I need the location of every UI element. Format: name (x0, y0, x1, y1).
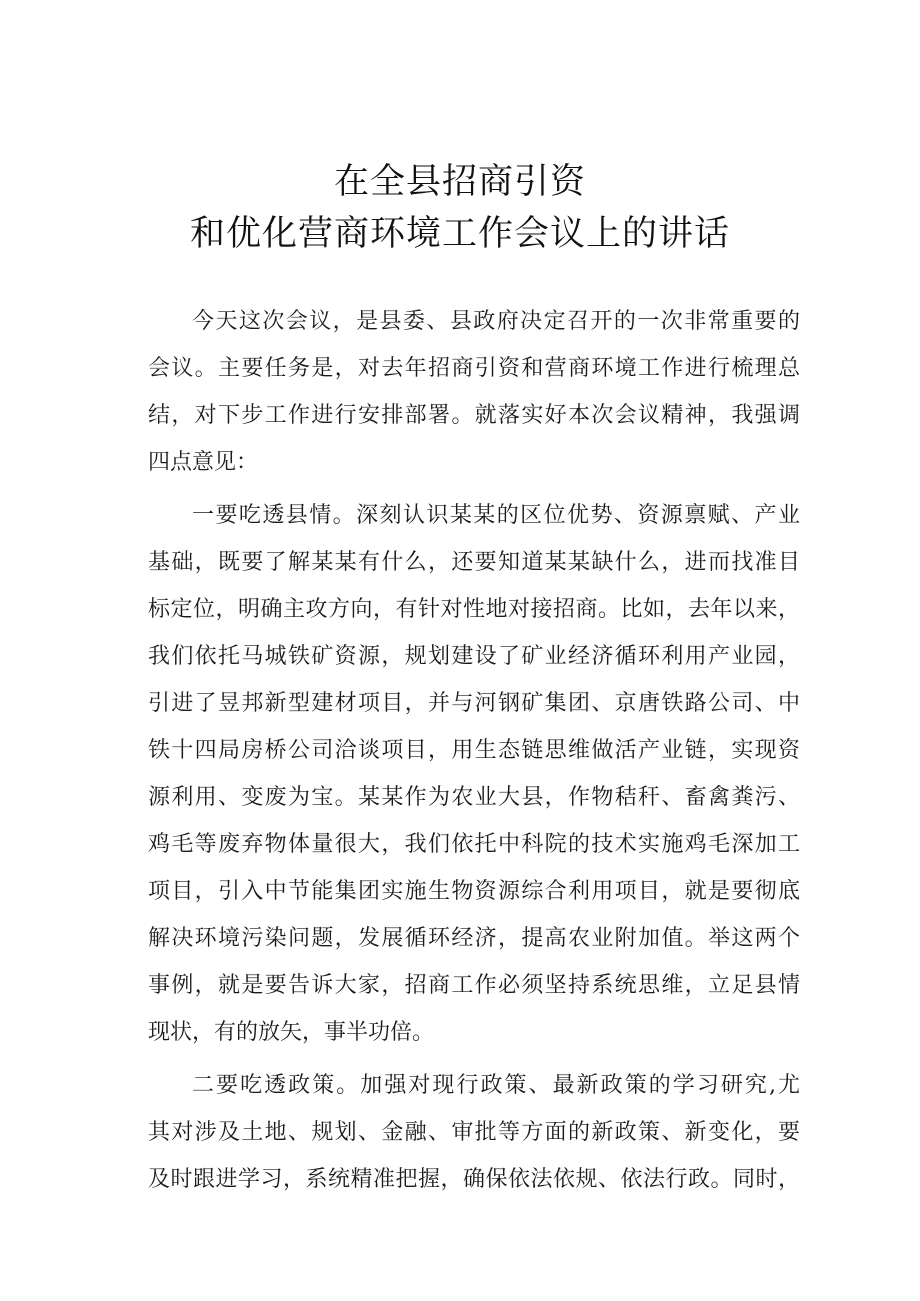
paragraph-line: 标定位，明确主攻方向，有针对性地对接招商。比如，去年以来， (148, 597, 800, 622)
paragraph-line: 解决环境污染问题，发展循环经济，提高农业附加值。举这两个 (148, 926, 800, 951)
paragraph-line: 其对涉及土地、规划、金融、审批等方面的新政策、新变化，要 (148, 1120, 800, 1145)
paragraph-line: 一要吃透县情。深刻认识某某的区位优势、资源禀赋、产业 (192, 503, 800, 528)
paragraph-line: 四点意见： (148, 450, 259, 475)
paragraph-line: 事例，就是要告诉大家，招商工作必须坚持系统思维，立足县情 (148, 973, 800, 998)
document-title (0, 156, 920, 260)
paragraph-line: 现状，有的放矢，事半功倍。 (148, 1020, 435, 1045)
paragraph-line: 及时跟进学习，系统精准把握，确保依法依规、依法行政。同时， (148, 1167, 800, 1192)
paragraph-line: 我们依托马城铁矿资源，规划建设了矿业经济循环利用产业园， (148, 644, 800, 669)
paragraph-2 (148, 492, 800, 1056)
paragraph-line: 引进了昱邦新型建材项目，并与河钢矿集团、京唐铁路公司、中 (148, 691, 800, 716)
paragraph-line: 结，对下步工作进行安排部署。就落实好本次会议精神，我强调 (148, 403, 800, 428)
paragraph-line: 源利用、变废为宝。某某作为农业大县，作物秸秆、畜禽粪污、 (148, 785, 800, 810)
paragraph-line: 铁十四局房桥公司洽谈项目，用生态链思维做活产业链，实现资 (148, 738, 800, 763)
paragraph-line: 会议。主要任务是，对去年招商引资和营商环境工作进行梳理总 (148, 356, 800, 381)
paragraph-3 (148, 1062, 800, 1203)
paragraph-line: 鸡毛等废弃物体量很大，我们依托中科院的技术实施鸡毛深加工 (148, 832, 800, 857)
document-body (148, 298, 800, 1203)
paragraph-line: 项目，引入中节能集团实施生物资源综合利用项目，就是要彻底 (148, 879, 800, 904)
paragraph-line: 基础，既要了解某某有什么，还要知道某某缺什么，进而找准目 (148, 550, 800, 575)
paragraph-line: 二要吃透政策。加强对现行政策、最新政策的学习研究,尤 (192, 1073, 800, 1098)
title-line-1: 在全县招商引资 (333, 162, 586, 202)
paragraph-1 (148, 298, 800, 486)
title-line-2: 和优化营商环境工作会议上的讲话 (189, 214, 730, 254)
paragraph-line: 今天这次会议，是县委、县政府决定召开的一次非常重要的 (192, 309, 800, 334)
